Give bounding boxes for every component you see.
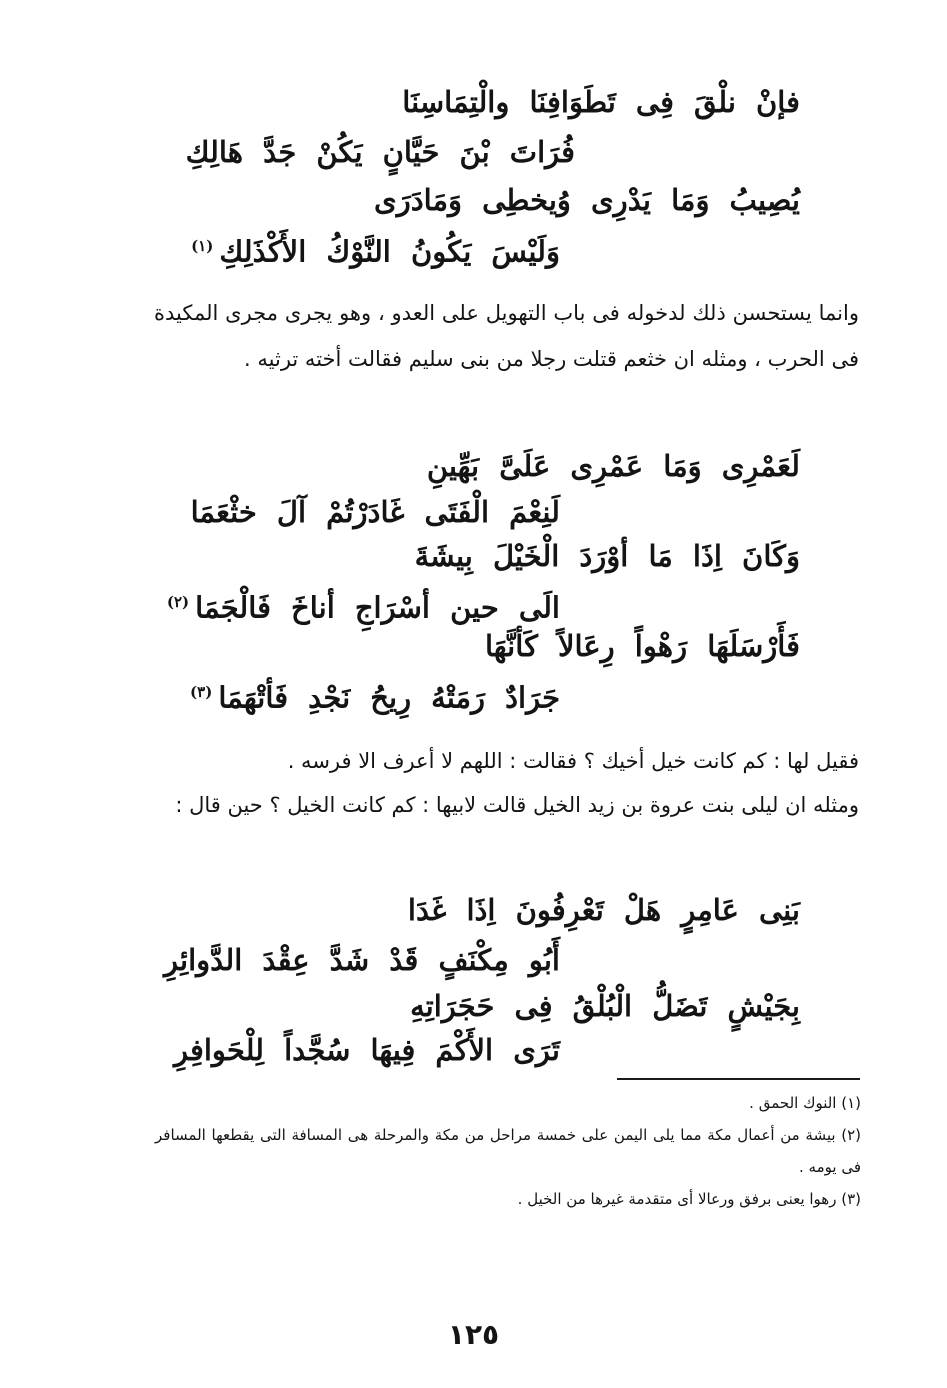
footnote-mark-1: (١) [191,237,214,255]
footnote-2: (٢) بيشة من أعمال مكة مما يلى اليمن على خمسة مراحل من مكة والمرحلة هى المسافة التى يقطعها المسافر فى يومه . [155,1126,861,1176]
page-number: ١٢٥ [447,1318,500,1351]
footnote-3: (٣) رهوا يعنى برفق ورعالا أى متقدمة غيرها من الخيل . [517,1190,861,1208]
poem2-line-6 [190,672,560,718]
poem1-line-4 [191,226,560,272]
footnote-mark-2: (٢) [166,593,190,611]
poem3-line-2: أَبُو مِكْنَفٍ قَدْ شَدَّ عِقْدَ الدَّوائِرِ [164,943,560,977]
footnote-divider [617,1078,860,1080]
poem3-line-3: بِجَيْشٍ تَضَلُّ الْبُلْقُ فِى حَجَرَاتِهِ [410,989,800,1023]
poem2-line-4-text: الَى حين أسْرَاجِ أناخَ فَالْجَمَا [195,590,560,625]
prose-paragraph-3: ومثله ان ليلى بنت عروة بن زيد الخيل قالت لابيها : كم كانت الخيل ؟ حين قال : [175,793,859,817]
poem2-line-6-text: جَرَادٌ رَمَتْهُ رِيحُ نَجْدِ فَأتْهَمَا [218,680,560,715]
footnote-mark-3: (٣) [190,683,213,701]
prose-paragraph-1: وانما يستحسن ذلك لدخوله فى باب التهويل على العدو ، وهو يجرى مجرى المكيدة فى الحرب ، ومثله ان خثعم قتلت رجلا من بنى سليم فقالت أخته ترثيه . [154,301,859,371]
prose-paragraph-2: فقيل لها : كم كانت خيل أخيك ؟ فقالت : اللهم لا أعرف الا فرسه . [287,749,859,773]
footnotes [155,1087,861,1215]
poem2-line-5: فَأَرْسَلَهَا رَهْواً رِعَالاً كَأنَّهَا [484,629,800,663]
poem2-line-2: لَنِعْمَ الْفَتَى غَادَرْتُمْ آلَ خثْعَمَا [190,495,560,529]
poem3-line-1: بَنِى عَامِرٍ هَلْ تَعْرِفُونَ اِذَا غَدَا [407,893,800,927]
poem1-line-3: يُصِيبُ وَمَا يَدْرِى وُيخطِى وَمَادَرَى [374,183,800,217]
poem1-line-1: فإنْ نلْقَ فِى تَطَوَافِنَا والْتِمَاسِنَا [402,85,800,119]
poem3-line-4: تَرَى الأَكْمَ فِيهَا سُجَّداً لِلْحَوافِرِ [173,1033,560,1067]
poem2-line-3: وَكَانَ اِذَا مَا أوْرَدَ الْخَيْلَ بِيشَةَ [414,539,800,573]
poem2-line-1: لَعَمْرِى وَمَا عَمْرِى عَلَىَّ بَهِّينِ [426,449,800,483]
poem2-line-4 [167,582,560,628]
footnote-1: (١) النوك الحمق . [749,1094,861,1112]
poem1-line-4-text: وَلَيْسَ يَكُونُ النَّوْكُ الأَكْذَلِكِ [219,234,560,269]
poem1-line-2: فُرَاتَ بْنَ حَيَّانٍ يَكُنْ جَدَّ هَالِكِ [185,135,575,169]
